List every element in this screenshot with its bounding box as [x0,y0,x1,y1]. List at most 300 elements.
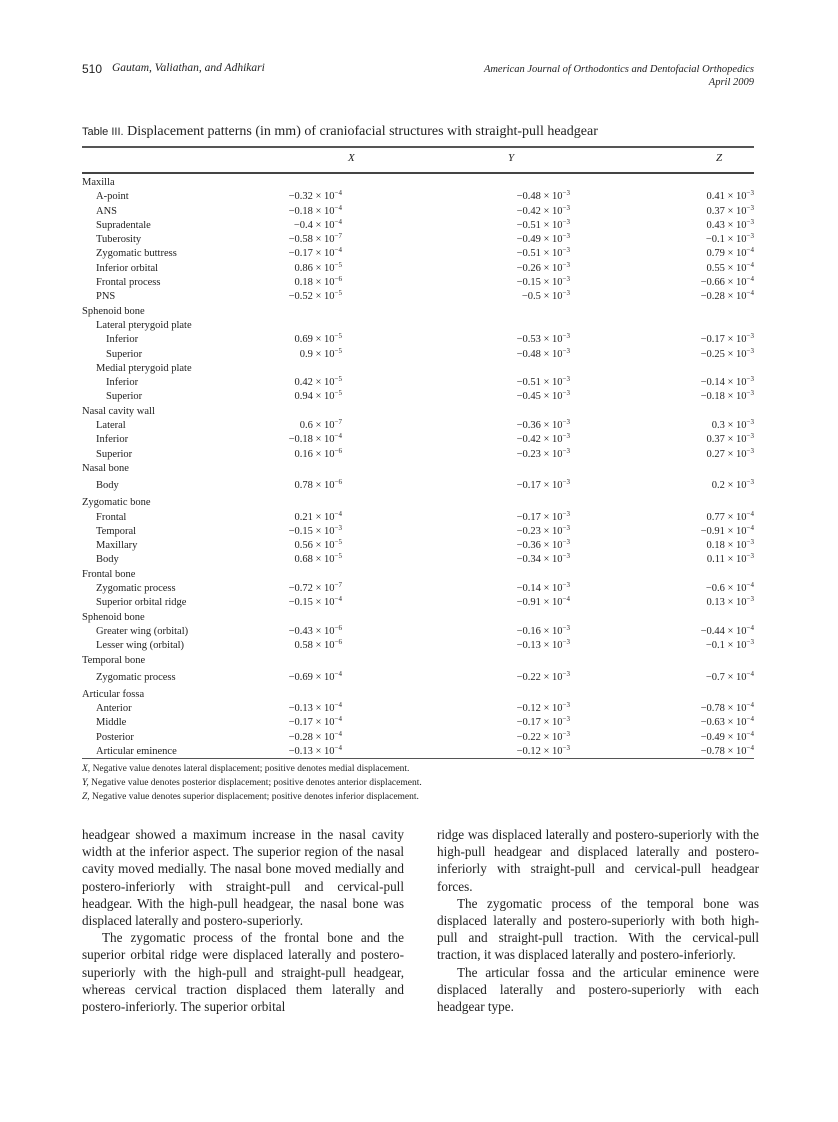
exponent: −3 [562,552,570,561]
mantissa: −0.53 × 10 [516,334,563,346]
mantissa: 0.68 × 10 [294,554,335,566]
mantissa: −0.51 × 10 [516,219,563,231]
mantissa: −0.45 × 10 [516,391,563,403]
exponent: −3 [562,729,570,738]
cell-z [701,333,754,347]
mantissa: 0.16 × 10 [294,448,335,460]
table-row [82,205,754,219]
exponent: −3 [562,418,570,427]
cell-y [517,702,570,716]
column-header-x: X [348,152,355,164]
cell-y [517,333,570,347]
mantissa: −0.58 × 10 [288,234,335,246]
row-label: Temporal bone [82,654,146,666]
exponent: −3 [746,418,754,427]
row-label: Maxillary [96,540,138,552]
mantissa: 0.55 × 10 [706,262,747,274]
mantissa: 0.37 × 10 [706,434,747,446]
mantissa: 0.94 × 10 [294,391,335,403]
mantissa: −0.28 × 10 [288,731,335,743]
body-column-right [437,826,759,1015]
table-title: Displacement patterns (in mm) of craniofacial structures with straight-pull headgear [127,124,598,139]
cell-y [517,190,570,204]
mantissa: 0.37 × 10 [706,205,747,217]
exponent: −3 [746,595,754,604]
row-label: Anterior [96,703,132,715]
table-row [82,433,754,447]
table-row [82,731,754,745]
body-column-left [82,826,404,1015]
cell-z [707,511,755,525]
cell-x [289,731,342,745]
row-label: A-point [96,191,129,203]
row-label: Tuberosity [96,234,142,246]
table-row [82,702,754,716]
cell-z [701,731,754,745]
exponent: −4 [334,743,342,752]
exponent: −4 [334,246,342,255]
table-group-row [82,568,754,582]
exponent: −5 [334,538,342,547]
table-row [82,625,754,639]
exponent: −3 [746,552,754,561]
row-label: Zygomatic bone [82,497,151,509]
paragraph: ridge was displaced laterally and postero-superiorly with the high-pull headgear and displaced laterally and postero-inferiorly with straight-pull and cervical-pull headgear forces. [437,827,759,894]
cell-z [707,553,754,567]
table-row [82,668,754,688]
cell-y [517,433,570,447]
row-label: Articular fossa [82,688,145,700]
mantissa: 0.3 × 10 [711,420,747,432]
footnote-axis: Z, [82,792,90,802]
mantissa: 0.18 × 10 [294,277,335,289]
cell-x [295,390,343,404]
cell-x [295,511,343,525]
table-row [82,525,754,539]
mantissa: −0.17 × 10 [516,717,563,729]
mantissa: 0.77 × 10 [706,511,747,523]
cell-x [295,553,343,567]
exponent: −4 [334,432,342,441]
exponent: −3 [562,375,570,384]
exponent: −4 [746,743,754,752]
mantissa: −0.42 × 10 [516,205,563,217]
exponent: −3 [746,446,754,455]
table-group-row [82,405,754,419]
exponent: −4 [562,595,570,604]
cell-z [707,219,755,233]
row-label: Supradentale [96,219,151,231]
cell-z [701,716,754,730]
mantissa: −0.51 × 10 [516,248,563,260]
exponent: −3 [746,232,754,241]
cell-z [707,190,755,204]
cell-y [517,205,570,219]
mantissa: −0.17 × 10 [288,248,335,260]
table-footnotes [82,762,422,804]
exponent: −4 [746,729,754,738]
cell-y [517,219,570,233]
mantissa: 0.21 × 10 [294,511,335,523]
exponent: −3 [562,389,570,398]
cell-x [289,247,342,261]
cell-y [517,448,570,462]
table-group-row [82,362,754,376]
exponent: −5 [334,332,342,341]
exponent: −5 [334,260,342,269]
exponent: −3 [746,432,754,441]
exponent: −3 [562,623,570,632]
row-label: Temporal [96,525,137,537]
mantissa: −0.26 × 10 [516,262,563,274]
table-caption [82,124,598,140]
cell-y [517,582,570,596]
table-row [82,511,754,525]
exponent: −4 [746,246,754,255]
cell-z [706,639,754,653]
mantissa: −0.42 × 10 [516,434,563,446]
cell-y [517,553,570,567]
exponent: −4 [334,189,342,198]
cell-z [712,476,754,496]
mantissa: −0.23 × 10 [516,448,563,460]
table-row [82,539,754,553]
row-label: Medial pterygoid plate [96,362,192,374]
table-group-row [82,176,754,190]
cell-z [701,390,754,404]
mantissa: −0.12 × 10 [516,745,563,757]
mantissa: −0.91 × 10 [516,597,563,609]
exponent: −3 [562,332,570,341]
mantissa: −0.25 × 10 [700,348,747,360]
column-header-y: Y [508,152,515,164]
mantissa: 0.58 × 10 [294,640,335,652]
table-row [82,190,754,204]
cell-z [701,702,754,716]
exponent: −4 [334,203,342,212]
row-label: Frontal process [96,277,161,289]
cell-z [712,419,754,433]
exponent: −3 [562,432,570,441]
mantissa: −0.15 × 10 [288,597,335,609]
exponent: −7 [334,418,342,427]
table-group-row [82,462,754,476]
row-label: Inferior [106,334,139,346]
mantissa: 0.78 × 10 [294,480,335,492]
table-group-row [82,496,754,510]
exponent: −5 [334,552,342,561]
exponent: −5 [334,289,342,298]
mantissa: 0.18 × 10 [706,540,747,552]
mantissa: 0.79 × 10 [706,248,747,260]
mantissa: −0.78 × 10 [700,745,747,757]
row-label: Middle [96,717,127,729]
row-label: ANS [96,205,118,217]
table-row [82,448,754,462]
cell-z [701,525,754,539]
cell-x [295,262,343,276]
row-label: Frontal bone [82,568,136,580]
exponent: −4 [334,595,342,604]
mantissa: −0.51 × 10 [516,377,563,389]
mantissa: −0.91 × 10 [700,525,747,537]
exponent: −3 [562,446,570,455]
cell-x [289,596,342,610]
row-label: Body [96,480,119,492]
exponent: −3 [746,375,754,384]
cell-x [295,448,343,462]
row-label: PNS [96,291,116,303]
exponent: −3 [562,638,570,647]
row-label: Nasal bone [82,462,129,474]
cell-x [300,348,342,362]
exponent: −7 [334,581,342,590]
cell-x [289,205,342,219]
exponent: −3 [562,509,570,518]
issue-date: April 2009 [708,77,754,88]
table-label: Table III. [82,126,124,138]
table-top-rule [82,146,754,148]
footnote-axis: Y, [82,778,89,788]
row-label: Frontal [96,511,127,523]
exponent: −4 [334,669,342,678]
row-label: Greater wing (orbital) [96,625,189,637]
row-label: Zygomatic process [96,671,176,683]
mantissa: −0.69 × 10 [288,671,335,683]
cell-y [517,525,570,539]
mantissa: −0.14 × 10 [516,583,563,595]
row-label: Zygomatic process [96,583,176,595]
cell-z [701,276,754,290]
row-label: Superior orbital ridge [96,597,187,609]
cell-z [706,233,754,247]
exponent: −3 [562,246,570,255]
exponent: −3 [562,743,570,752]
mantissa: −0.52 × 10 [288,291,335,303]
cell-y [517,639,570,653]
cell-y [517,262,570,276]
footnote [82,790,422,804]
exponent: −4 [746,289,754,298]
cell-z [707,539,755,553]
footnote [82,776,422,790]
exponent: −6 [334,478,342,487]
mantissa: 0.11 × 10 [706,554,747,566]
cell-y [517,476,570,496]
exponent: −3 [562,217,570,226]
mantissa: 0.27 × 10 [706,448,747,460]
mantissa: −0.72 × 10 [288,583,335,595]
exponent: −3 [746,217,754,226]
cell-z [701,376,754,390]
table-row [82,348,754,362]
row-label: Inferior [106,377,139,389]
row-label: Inferior [96,434,129,446]
cell-y [517,376,570,390]
mantissa: −0.13 × 10 [288,703,335,715]
mantissa: −0.17 × 10 [516,480,563,492]
cell-x [295,476,343,496]
row-label: Posterior [96,731,134,743]
row-label: Maxilla [82,177,115,188]
table-group-row [82,688,754,702]
cell-z [707,433,755,447]
mantissa: −0.17 × 10 [700,334,747,346]
mantissa: −0.23 × 10 [516,525,563,537]
cell-z [706,582,754,596]
mantissa: −0.1 × 10 [705,640,747,652]
exponent: −3 [562,478,570,487]
row-label: Lesser wing (orbital) [96,640,185,652]
row-label: Lateral [96,420,126,432]
mantissa: −0.6 × 10 [705,583,747,595]
table-row [82,276,754,290]
exponent: −3 [562,189,570,198]
mantissa: −0.49 × 10 [700,731,747,743]
mantissa: −0.63 × 10 [700,717,747,729]
running-header [82,62,754,94]
mantissa: −0.22 × 10 [516,671,563,683]
cell-x [289,625,342,639]
mantissa: −0.7 × 10 [705,671,747,683]
cell-x [289,525,342,539]
row-label: Superior [106,391,143,403]
column-header-z: Z [716,152,723,164]
cell-y [517,348,570,362]
table-row [82,582,754,596]
cell-z [707,205,755,219]
paragraph: The zygomatic process of the frontal bone and the superior orbital ridge were displaced laterally and postero-superiorly with the high-pull and straight-pull headgear, whereas cervical traction displaced them laterally and postero-inferiorly. The superior orbital [82,930,404,1015]
cell-x [289,582,342,596]
mantissa: −0.48 × 10 [516,191,563,203]
cell-y [517,276,570,290]
table-row [82,247,754,261]
mantissa: −0.43 × 10 [288,625,335,637]
exponent: −6 [334,275,342,284]
exponent: −3 [562,275,570,284]
paragraph: The articular fossa and the articular eminence were displaced laterally and postero-superiorly with each headgear type. [437,964,759,1015]
mantissa: −0.4 × 10 [293,219,335,231]
exponent: −4 [334,701,342,710]
cell-x [289,433,342,447]
cell-y [522,290,570,304]
table-group-row [82,611,754,625]
mantissa: −0.15 × 10 [288,525,335,537]
row-label: Inferior orbital [96,262,159,274]
table-row [82,596,754,610]
mantissa: 0.69 × 10 [294,334,335,346]
mantissa: −0.18 × 10 [288,434,335,446]
mantissa: 0.86 × 10 [294,262,335,274]
exponent: −3 [562,715,570,724]
mantissa: 0.41 × 10 [706,191,747,203]
cell-x [295,639,343,653]
mantissa: 0.42 × 10 [294,377,335,389]
page-number: 510 [82,62,103,76]
row-label: Nasal cavity wall [82,405,155,417]
table-row [82,219,754,233]
exponent: −4 [334,729,342,738]
mantissa: 0.56 × 10 [294,540,335,552]
cell-y [517,247,570,261]
exponent: −3 [746,346,754,355]
exponent: −4 [334,217,342,226]
journal-info [484,63,754,89]
mantissa: −0.17 × 10 [516,511,563,523]
cell-x [289,233,342,247]
exponent: −4 [746,523,754,532]
cell-x [300,419,342,433]
mantissa: −0.12 × 10 [516,703,563,715]
mantissa: −0.16 × 10 [516,625,563,637]
paragraph: The zygomatic process of the temporal bone was displaced laterally and postero-superiorly with both high-pull and straight-pull traction. With the cervical-pull traction, it was displaced laterally and postero-inferiorly. [437,895,759,963]
exponent: −6 [334,638,342,647]
table-row [82,376,754,390]
row-label: Zygomatic buttress [96,248,177,260]
exponent: −4 [746,581,754,590]
cell-y [517,390,570,404]
mantissa: −0.66 × 10 [700,277,747,289]
cell-y [517,419,570,433]
exponent: −3 [746,389,754,398]
cell-z [701,290,754,304]
exponent: −4 [746,669,754,678]
exponent: −5 [334,346,342,355]
exponent: −4 [334,509,342,518]
exponent: −4 [746,623,754,632]
exponent: −3 [562,538,570,547]
cell-z [701,625,754,639]
cell-x [295,539,343,553]
mantissa: −0.22 × 10 [516,731,563,743]
exponent: −6 [334,446,342,455]
table-row [82,290,754,304]
exponent: −3 [746,538,754,547]
cell-y [517,511,570,525]
exponent: −3 [334,523,342,532]
exponent: −5 [334,389,342,398]
footnote-text: Negative value denotes lateral displacement; positive denotes medial displacement. [90,764,410,774]
exponent: −3 [746,638,754,647]
mantissa: −0.18 × 10 [288,205,335,217]
footnote [82,762,422,776]
mantissa: 0.13 × 10 [706,597,747,609]
exponent: −3 [746,203,754,212]
cell-z [707,247,755,261]
mantissa: −0.49 × 10 [516,234,563,246]
exponent: −4 [746,701,754,710]
cell-x [295,276,343,290]
exponent: −3 [746,332,754,341]
row-label: Body [96,554,119,566]
table-row [82,716,754,730]
mantissa: −0.18 × 10 [700,391,747,403]
displacement-table [82,176,754,759]
table-row [82,262,754,276]
footnote-text: Negative value denotes posterior displacement; positive denotes anterior displacement. [88,778,422,788]
running-authors: Gautam, Valiathan, and Adhikari [112,62,265,74]
exponent: −3 [562,523,570,532]
cell-x [289,668,342,688]
cell-x [289,716,342,730]
cell-y [517,596,570,610]
exponent: −3 [562,669,570,678]
mantissa: −0.28 × 10 [700,291,747,303]
table-row [82,553,754,567]
journal-title: American Journal of Orthodontics and Dentofacial Orthopedics [483,64,754,75]
exponent: −3 [562,203,570,212]
mantissa: −0.14 × 10 [700,377,747,389]
